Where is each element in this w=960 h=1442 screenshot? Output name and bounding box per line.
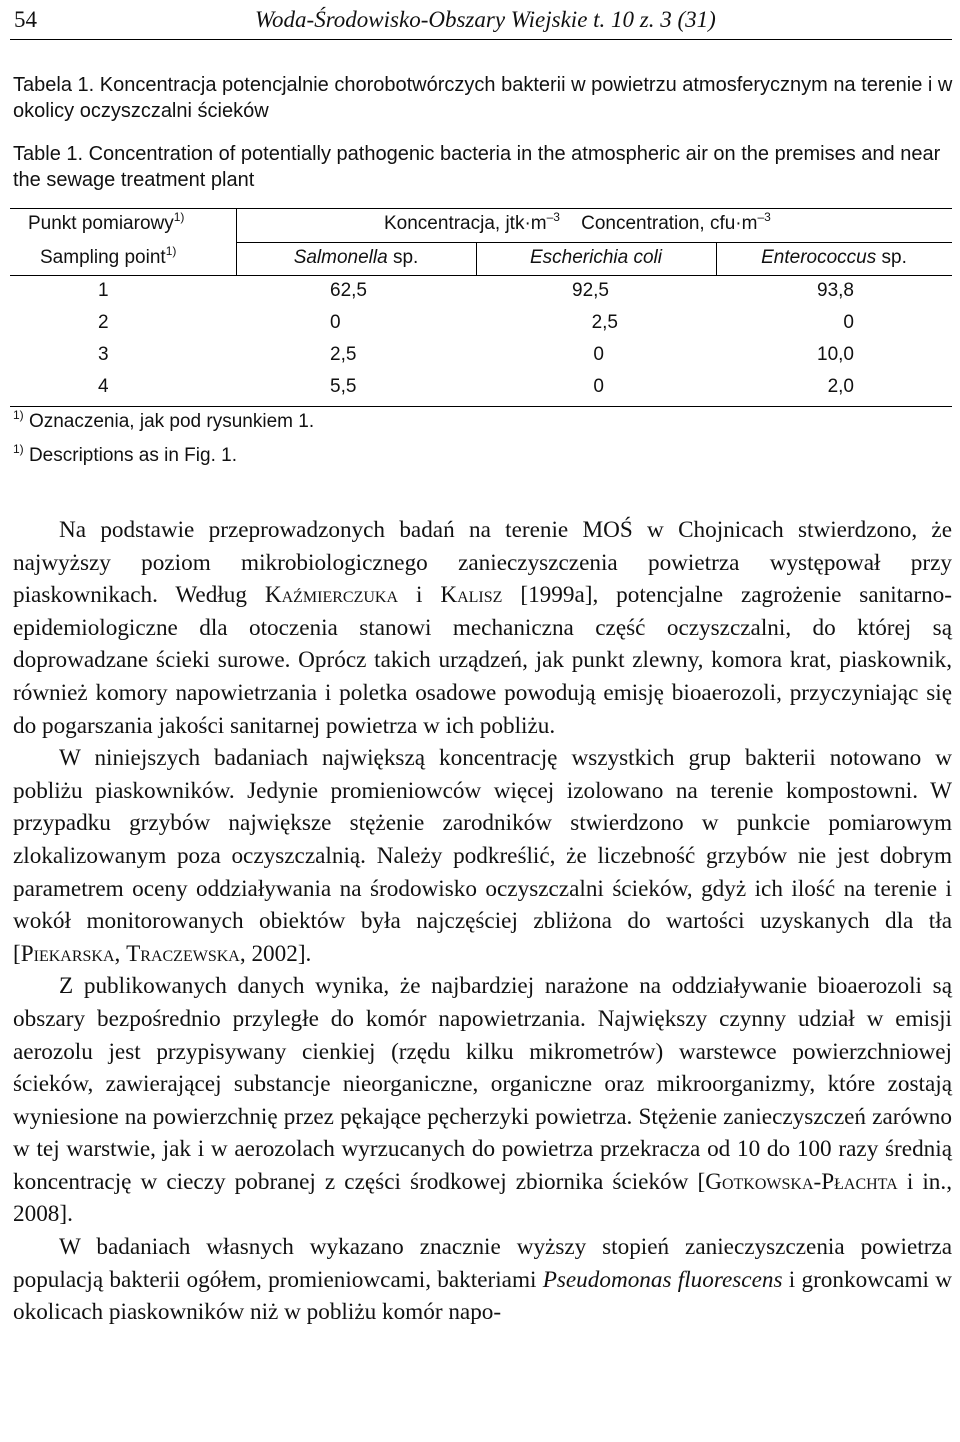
table-subheader-rule	[236, 242, 952, 243]
cell-enterococcus: 93,8	[817, 280, 854, 301]
header-salmonella: Salmonella sp.	[293, 247, 419, 268]
citation-author: Gotkowska-Płachta	[705, 1168, 898, 1195]
table-footnote-polish: $^{1)}$ Oznaczenia, jak pod rysunkiem 1.	[13, 408, 315, 432]
cell-salmonella: 62,5	[330, 280, 367, 301]
cell-enterococcus: 2,0	[827, 376, 854, 397]
table-bottom-rule	[10, 406, 952, 407]
cell-point: 1	[98, 280, 109, 301]
citation-author: Kalisz	[440, 582, 503, 609]
table-top-rule	[10, 208, 952, 209]
paragraph-4: W badaniach własnych wykazano znacznie wyższy stopień zanieczyszczenia powietrza populacją bakterii ogółem, promieniowcami, bakteriami Pseudomonas fluorescens i gronkowcami w okolicach piaskowników niż w pobliżu komór napo-	[13, 1234, 952, 1326]
cell-escherichia-coli: 0	[593, 344, 604, 365]
header-escherichia-coli: Escherichia coli	[530, 247, 662, 268]
citation-author: Piekarska	[20, 940, 115, 967]
running-header	[10, 5, 952, 40]
citation-author: Traczewska	[126, 940, 240, 967]
table-footnote-english: $^{1)}$ Descriptions as in Fig. 1.	[13, 442, 237, 466]
cell-enterococcus: 0	[843, 312, 854, 333]
page-number: 54	[14, 7, 37, 32]
cell-point: 3	[98, 344, 109, 365]
cell-escherichia-coli: 0	[593, 376, 604, 397]
paragraph-3: Z publikowanych danych wynika, że najbardziej narażone na oddziaływanie bioaerozoli są obszary bezpośrednio przyległe do komór napowietrzania. Największy czynny udział w emisji aerozolu jest przypisywany cienkiej (rzędu kilku mikrometrów) warstewce powierzchniowej ścieków, zawierającej substancje nieorganiczne, organiczne oraz mikroorganizmy, które zostają wyniesione na powierzchnię przez pękające pęcherzyki powietrza. Stężenie zanieczyszczeń zarówno w tej warstwie, jak i w aerozolach wyrzucanych do powietrza przekracza od 10 do 100 razy średnią koncentrację w cieczy pobranej z części środkowej zbiornika ścieków [Gotkowska-Płachta i in., 2008].	[13, 973, 952, 1228]
cell-salmonella: 5,5	[330, 376, 357, 397]
citation-author: Kaźmierczuka	[264, 582, 399, 609]
header-sampling-point-en: Sampling point$^{1)}$	[40, 244, 177, 268]
header-concentration: Koncentracja, $jtk\cdot m^{-3}$ Concentration, $cfu\cdot m^{-3}$	[384, 210, 771, 234]
table-header-rule	[10, 275, 952, 276]
journal-title: Woda-Środowisko-Obszary Wiejskie t. 10 z. 3 (31)	[255, 7, 716, 32]
paragraph-2: W niniejszych badaniach największą koncentrację wszystkich grup bakterii notowano w pobliżu piaskowników. Jedynie promieniowców więcej izolowano na terenie kompostowni. W przypadku grzybów największe stężenie zarodników stwierdzono w punkcie pomiarowym zlokalizowanym poza oczyszczalnią. Należy podkreślić, że liczebność grzybów nie jest dobrym parametrem oceny oddziaływania na środowisko oczyszczalni ścieków, gdyż ich ilość na terenie i wokół monitorowanych obiektów była najczęściej zbliżona do wartości uzyskanych dla tła [Piekarska, Traczewska, 2002].	[13, 745, 952, 967]
table-caption-english: Table 1. Concentration of potentially pathogenic bacteria in the atmospheric air on the premises and near the sewage treatment plant	[13, 143, 941, 191]
cell-enterococcus: 10,0	[817, 344, 854, 365]
cell-point: 2	[98, 312, 109, 333]
header-enterococcus: Enterococcus sp.	[761, 247, 907, 268]
cell-salmonella: 0	[330, 312, 341, 333]
species-name: Pseudomonas fluorescens	[542, 1266, 783, 1293]
body-text	[13, 514, 952, 1329]
cell-point: 4	[98, 376, 109, 397]
cell-salmonella: 2,5	[330, 344, 357, 365]
cell-escherichia-coli: 92,5	[572, 280, 609, 301]
header-sampling-point-pl: Punkt pomiarowy$^{1)}$	[28, 210, 185, 234]
table-caption-polish: Tabela 1. Koncentracja potencjalnie chorobotwórczych bakterii w powietrzu atmosferycznym na terenie i w okolicy oczyszczalni ścieków	[13, 74, 953, 122]
paragraph-1: Na podstawie przeprowadzonych badań na terenie MOŚ w Chojnicach stwierdzono, że najwyższy poziom mikrobiologicznego zanieczyszczenia powietrza występował przy piaskownikach. Według Kaźmierczuka i Kalisz [1999a], potencjalne zagrożenie sanitarno-epidemiologiczne dla otoczenia stanowi mechaniczna część oczyszczalni, do której są doprowadzane ścieki surowe. Oprócz takich urządzeń, jak punkt zlewny, komora krat, piaskownik, również komory napowietrzania i poletka osadowe powodują emisję bioaerozoli, przyczyniając się do pogarszania jakości sanitarnej powietrza w ich pobliżu.	[13, 517, 952, 739]
cell-escherichia-coli: 2,5	[591, 312, 618, 333]
